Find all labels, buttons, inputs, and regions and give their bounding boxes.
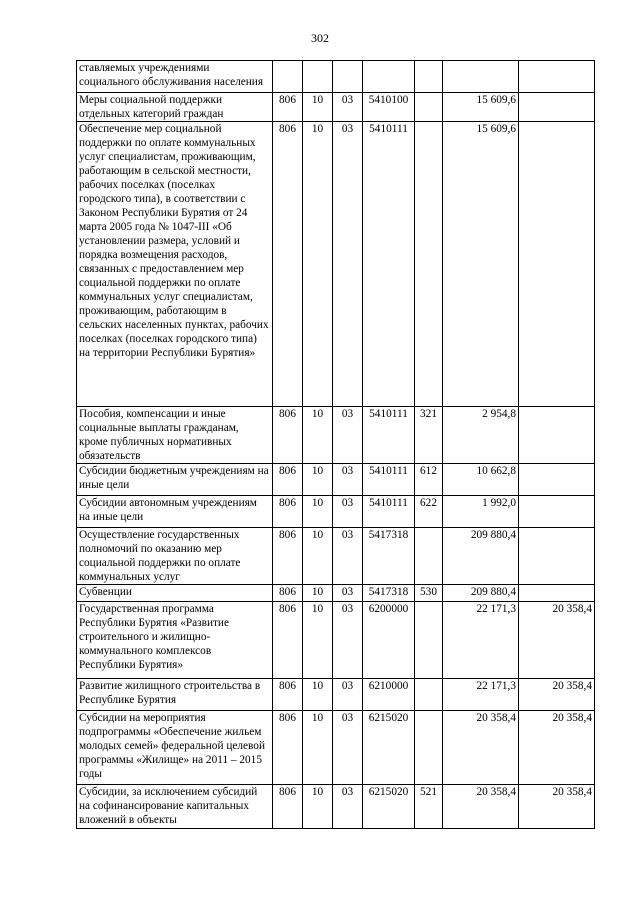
cell-expense-type-code: 321 xyxy=(415,407,443,464)
cell-target-code: 5417318 xyxy=(363,528,415,585)
cell-expense-type-code xyxy=(415,61,443,93)
cell-expense-type-code: 612 xyxy=(415,464,443,496)
cell-amount: 20 358,4 xyxy=(443,711,519,785)
cell-amount-2 xyxy=(519,93,595,122)
cell-expense-type-code xyxy=(415,679,443,711)
cell-ministry-code: 806 xyxy=(273,602,303,679)
cell-subsection-code: 03 xyxy=(333,785,363,829)
table-row xyxy=(77,585,595,602)
table-body xyxy=(77,61,595,829)
cell-ministry-code: 806 xyxy=(273,585,303,602)
cell-amount: 22 171,3 xyxy=(443,679,519,711)
cell-expense-type-code xyxy=(415,528,443,585)
cell-amount-2 xyxy=(519,464,595,496)
cell-amount: 22 171,3 xyxy=(443,602,519,679)
cell-name: Субсидии бюджетным учреждениям на иные цели xyxy=(77,464,273,496)
cell-target-code: 5410111 xyxy=(363,464,415,496)
cell-subsection-code: 03 xyxy=(333,679,363,711)
cell-expense-type-code xyxy=(415,122,443,407)
cell-ministry-code: 806 xyxy=(273,464,303,496)
cell-amount: 20 358,4 xyxy=(443,785,519,829)
cell-section-code: 10 xyxy=(303,496,333,528)
cell-target-code: 6215020 xyxy=(363,711,415,785)
cell-amount-2 xyxy=(519,585,595,602)
table-row xyxy=(77,464,595,496)
table-row xyxy=(77,61,595,93)
cell-section-code: 10 xyxy=(303,585,333,602)
cell-name: Пособия, компенсации и иные социальные выплаты гражданам, кроме публичных нормативных обязательств xyxy=(77,407,273,464)
cell-subsection-code: 03 xyxy=(333,464,363,496)
cell-target-code: 5417318 xyxy=(363,585,415,602)
cell-ministry-code: 806 xyxy=(273,528,303,585)
cell-expense-type-code: 521 xyxy=(415,785,443,829)
cell-name: Субсидии автономным учреждениям на иные цели xyxy=(77,496,273,528)
cell-section-code: 10 xyxy=(303,711,333,785)
cell-amount: 2 954,8 xyxy=(443,407,519,464)
page-number: 302 xyxy=(311,31,329,45)
cell-subsection-code: 03 xyxy=(333,585,363,602)
cell-ministry-code: 806 xyxy=(273,407,303,464)
cell-expense-type-code: 530 xyxy=(415,585,443,602)
cell-amount: 10 662,8 xyxy=(443,464,519,496)
cell-ministry-code: 806 xyxy=(273,496,303,528)
cell-section-code: 10 xyxy=(303,464,333,496)
cell-section-code: 10 xyxy=(303,407,333,464)
cell-subsection-code: 03 xyxy=(333,711,363,785)
cell-amount: 15 609,6 xyxy=(443,122,519,407)
cell-target-code: 5410111 xyxy=(363,122,415,407)
cell-name: Меры социальной поддержки отдельных категорий граждан xyxy=(77,93,273,122)
cell-subsection-code: 03 xyxy=(333,93,363,122)
cell-name: Развитие жилищного строительства в Республике Бурятия xyxy=(77,679,273,711)
cell-ministry-code xyxy=(273,61,303,93)
cell-section-code: 10 xyxy=(303,122,333,407)
cell-section-code: 10 xyxy=(303,93,333,122)
cell-subsection-code: 03 xyxy=(333,528,363,585)
cell-subsection-code xyxy=(333,61,363,93)
cell-section-code: 10 xyxy=(303,602,333,679)
table-row xyxy=(77,93,595,122)
cell-section-code: 10 xyxy=(303,785,333,829)
cell-amount-2 xyxy=(519,528,595,585)
cell-subsection-code: 03 xyxy=(333,496,363,528)
cell-target-code: 5410111 xyxy=(363,496,415,528)
cell-amount: 209 880,4 xyxy=(443,528,519,585)
cell-amount-2 xyxy=(519,122,595,407)
cell-name: Субвенции xyxy=(77,585,273,602)
table-row xyxy=(77,679,595,711)
cell-expense-type-code xyxy=(415,602,443,679)
cell-expense-type-code: 622 xyxy=(415,496,443,528)
cell-name: Субсидии на мероприятия подпрограммы «Обеспечение жильем молодых семей» федеральной целевой программы «Жилище» на 2011 – 2015 годы xyxy=(77,711,273,785)
table-row xyxy=(77,122,595,407)
cell-amount-2: 20 358,4 xyxy=(519,679,595,711)
cell-subsection-code: 03 xyxy=(333,407,363,464)
cell-name: Субсидии, за исключением субсидий на софинансирование капитальных вложений в объекты xyxy=(77,785,273,829)
cell-ministry-code: 806 xyxy=(273,711,303,785)
cell-amount-2 xyxy=(519,61,595,93)
cell-amount-2 xyxy=(519,407,595,464)
cell-target-code: 5410100 xyxy=(363,93,415,122)
cell-expense-type-code xyxy=(415,711,443,785)
table-row xyxy=(77,496,595,528)
cell-amount: 209 880,4 xyxy=(443,585,519,602)
cell-target-code: 6210000 xyxy=(363,679,415,711)
cell-ministry-code: 806 xyxy=(273,679,303,711)
budget-table xyxy=(76,60,595,829)
table-row xyxy=(77,407,595,464)
cell-expense-type-code xyxy=(415,93,443,122)
cell-amount: 15 609,6 xyxy=(443,93,519,122)
cell-target-code xyxy=(363,61,415,93)
cell-name: Осуществление государственных полномочий по оказанию мер социальной поддержки по оплате коммунальных услуг xyxy=(77,528,273,585)
cell-target-code: 6200000 xyxy=(363,602,415,679)
cell-section-code xyxy=(303,61,333,93)
cell-ministry-code: 806 xyxy=(273,122,303,407)
cell-section-code: 10 xyxy=(303,679,333,711)
table-row xyxy=(77,602,595,679)
cell-target-code: 5410111 xyxy=(363,407,415,464)
cell-amount-2: 20 358,4 xyxy=(519,711,595,785)
cell-amount-2: 20 358,4 xyxy=(519,602,595,679)
cell-amount: 1 992,0 xyxy=(443,496,519,528)
cell-ministry-code: 806 xyxy=(273,93,303,122)
table-row xyxy=(77,528,595,585)
cell-name: Обеспечение мер социальной поддержки по оплате коммунальных услуг специалистам, проживающим, работающим в сельской местности, рабочих поселках (поселках городского типа), в соответствии с Законом Республики Бурятия от 24 марта 2005 года № 1047-III «Об установлении размера, условий и порядка возмещения расходов, связанных с предоставлением мер социальной поддержки по оплате коммунальных услуг специалистам, проживающим, работающим в сельских населенных пунктах, рабочих поселках (поселках городского типа) на территории Республики Бурятия» xyxy=(77,122,273,407)
cell-section-code: 10 xyxy=(303,528,333,585)
cell-name: Государственная программа Республики Бурятия «Развитие строительного и жилищно-коммунального комплексов Республики Бурятия» xyxy=(77,602,273,679)
cell-subsection-code: 03 xyxy=(333,602,363,679)
cell-amount xyxy=(443,61,519,93)
cell-target-code: 6215020 xyxy=(363,785,415,829)
cell-name: ставляемых учреждениями социального обслуживания населения xyxy=(77,61,273,93)
cell-amount-2: 20 358,4 xyxy=(519,785,595,829)
table-row xyxy=(77,711,595,785)
cell-amount-2 xyxy=(519,496,595,528)
cell-subsection-code: 03 xyxy=(333,122,363,407)
cell-ministry-code: 806 xyxy=(273,785,303,829)
table-row xyxy=(77,785,595,829)
